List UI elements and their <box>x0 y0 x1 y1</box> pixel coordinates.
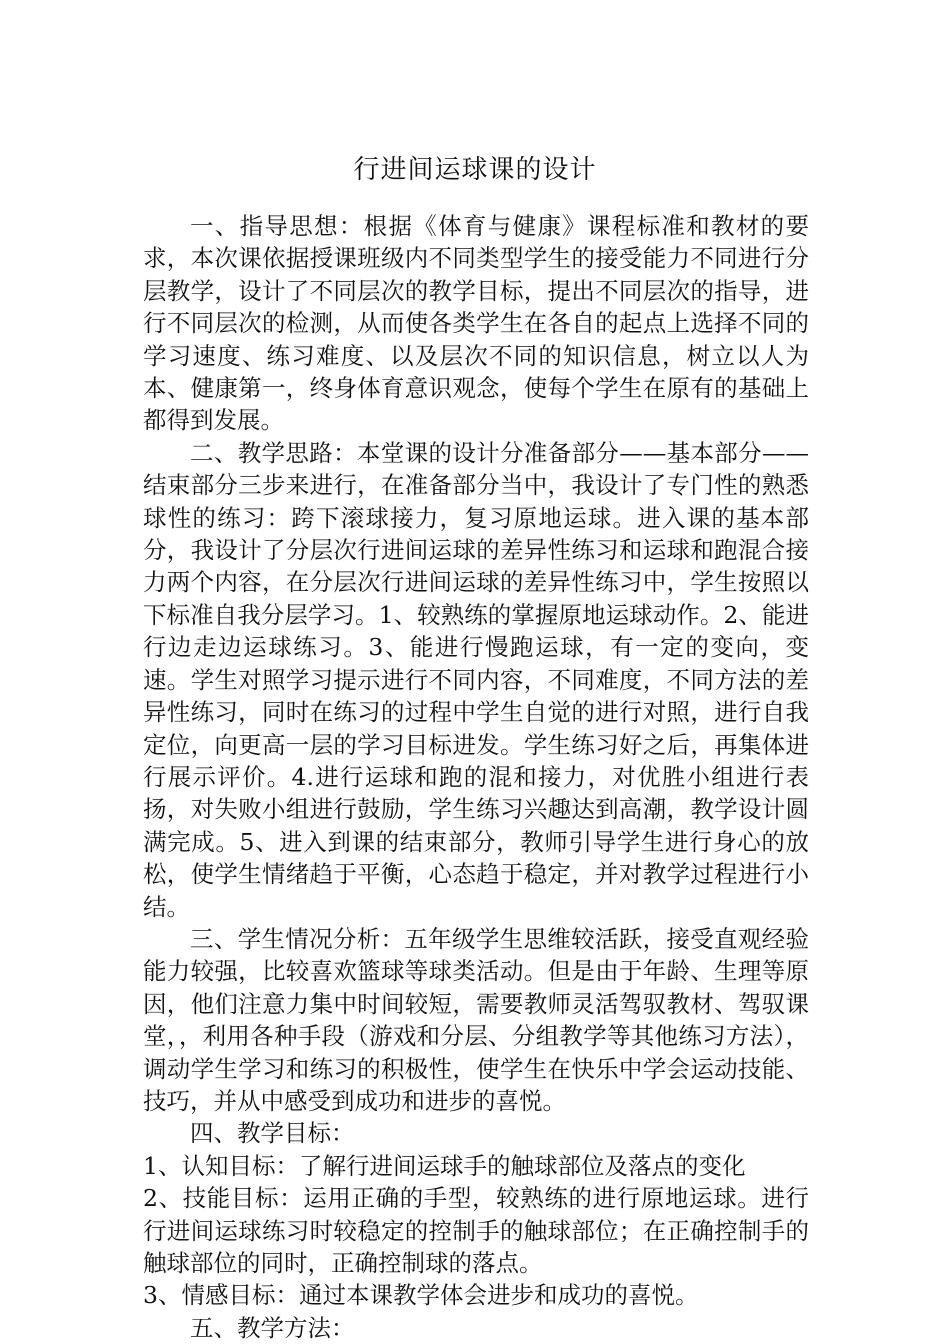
document-body <box>143 210 809 1344</box>
paragraph-teaching-goals-heading: 四、教学目标： <box>190 1119 355 1148</box>
paragraph-guiding-thought: 一、指导思想：根据《体育与健康》课程标准和教材的要求，本次课依据授课班级内不同类型学生的接受能力不同进行分层教学，设计了不同层次的教学目标，提出不同层次的指导，进行不同层次的检测，从而使各类学生在各自的起点上选择不同的学习速度、练习难度、以及层次不同的知识信息，树立以人为本、健康第一，终身体育意识观念，使每个学生在原有的基础上都得到发展。 <box>143 212 809 435</box>
paragraph-goal-emotional: 3、情感目标：通过本课教学体会进步和成功的喜悦。 <box>143 1281 699 1310</box>
paragraph-goal-cognitive: 1、认知目标：了解行进间运球手的触球部位及落点的变化 <box>143 1151 746 1180</box>
document-title: 行进间运球课的设计 <box>353 155 597 185</box>
paragraph-teaching-methods-heading: 五、教学方法： <box>190 1313 355 1342</box>
paragraph-student-analysis: 三、学生情况分析：五年级学生思维较活跃，接受直观经验能力较强，比较喜欢篮球等球类活动。但是由于年龄、生理等原因，他们注意力集中时间较短，需要教师灵活驾驭教材、驾驭课堂，，利用各种手段（游戏和分层、分组教学等其他练习方法），调动学生学习和练习的积极性，使学生在快乐中学会运动技能、技巧，并从中感受到成功和进步的喜悦。 <box>143 924 809 1115</box>
paragraph-teaching-approach: 二、教学思路：本堂课的设计分准备部分——基本部分——结束部分三步来进行，在准备部分当中，我设计了专门性的熟悉球性的练习：跨下滚球接力，复习原地运球。进入课的基本部分，我设计了分层次行进间运球的差异性练习和运球和跑混合接力两个内容，在分层次行进间运球的差异性练习中，学生按照以下标准自我分层学习。1、较熟练的掌握原地运球动作。2、能进行边走边运球练习。3、能进行慢跑运球，有一定的变向，变速。学生对照学习提示进行不同内容，不同难度，不同方法的差异性练习，同时在练习的过程中学生自觉的进行对照，进行自我定位，向更高一层的学习目标进发。学生练习好之后，再集体进行展示评价。4.进行运球和跑的混和接力，对优胜小组进行表扬，对失败小组进行鼓励，学生练习兴趣达到高潮，教学设计圆满完成。5、进入到课的结束部分，教师引导学生进行身心的放松，使学生情绪趋于平衡，心态趋于稳定，并对教学过程进行小结。 <box>143 438 809 921</box>
paragraph-goal-skill: 2、技能目标：运用正确的手型，较熟练的进行原地运球。进行行进间运球练习时较稳定的控制手的触球部位；在正确控制手的触球部位的同时，正确控制球的落点。 <box>143 1184 809 1277</box>
